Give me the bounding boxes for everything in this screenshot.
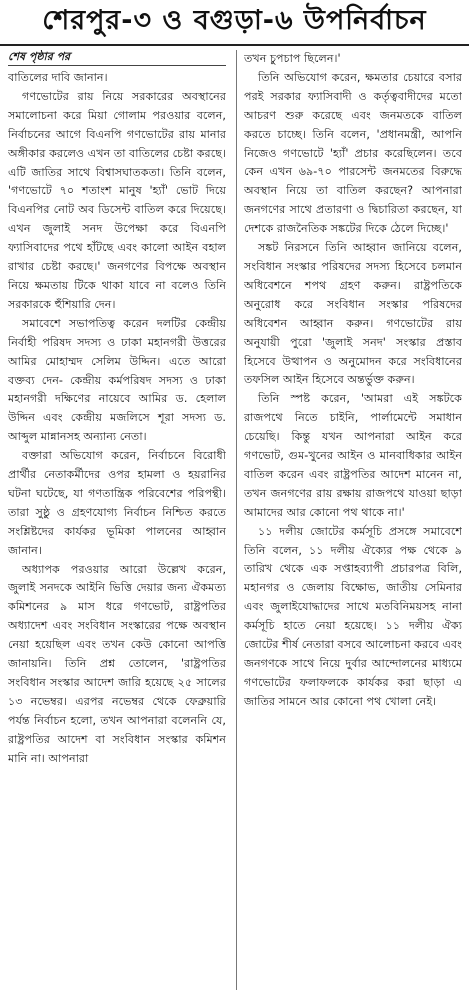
column-divider bbox=[236, 50, 237, 990]
paragraph: সঙ্কট নিরসনে তিনি আহ্বান জানিয়ে বলেন, সংবিধান সংস্কার পরিষদের সদস্য হিসেবে চলমান অধিবেশনে শপথ গ্রহণ করুন। রাষ্ট্রপতিকে অনুরোধ করে সংবিধান সংস্কার পরিষদের অধিবেশন আহ্বান করুন। গণভোটের রায় অনুযায়ী পুরো 'জুলাই সনদ' সংস্কার প্রস্তাব হিসেবে উত্থাপন ও অনুমোদন করে সংবিধানের তফসিল আইন হিসেবে অন্তর্ভুক্ত করুন। bbox=[244, 241, 462, 387]
paragraph: বাতিলের দাবি জানান। bbox=[8, 71, 108, 84]
continuation-label: শেষ পৃষ্ঠার পর bbox=[8, 50, 71, 63]
headline-bar bbox=[0, 0, 469, 46]
right-column bbox=[244, 50, 462, 990]
paragraph: অধ্যাপক পরওয়ার আরো উল্লেখ করেন, জুলাই সনদকে আইনি ভিত্তি দেয়ার জন্য ঐকমত্য কমিশনের ৯ মাস ধরে গণভোট, রাষ্ট্রপতির অধ্যাদেশ এবং সংবিধান সংস্কারের পক্ষে অবস্থান নেয়া হয়েছিল এবং তখন কেউ কোনো আপত্তি জানায়নি। তিনি প্রশ্ন তোলেন, 'রাষ্ট্রপতির সংবিধান সংস্কার আদেশ জারি হয়েছে ২৫ সালের ১৩ নভেম্বর। এরপর নভেম্বর থেকে ফেব্রুয়ারি পর্যন্ত নির্বাচন হলো, তখন আপনারা বলেননি যে, রাষ্ট্রপতির আদেশ বা সংবিধান সংস্কার কমিশন মানি না। আপনারা bbox=[8, 562, 226, 765]
left-column bbox=[8, 50, 226, 990]
paragraph: বক্তারা অভিযোগ করেন, নির্বাচনে বিরোধী প্রার্থীর নেতাকর্মীদের ওপর হামলা ও হয়রানির ঘটনা ঘটেছে, যা গণতান্ত্রিক পরিবেশের পরিপন্থী। তারা সুষ্ঠু ও গ্রহণযোগ্য নির্বাচন নিশ্চিত করতে সংশ্লিষ্টদের কার্যকর ভূমিকা পালনের আহ্বান জানান। bbox=[8, 449, 226, 557]
paragraph: তিনি অভিযোগ করেন, ক্ষমতার চেয়ারে বসার পরই সরকার ফ্যাসিবাদী ও কর্তৃত্ববাদীদের মতো আচরণ শুরু করেছে এবং জনমতকে বাতিল করতে চাচ্ছে। তিনি বলেন, 'প্রধানমন্ত্রী, আপনি নিজেও গণভোটে 'হ্যাঁ' প্রচার করেছিলেন। তবে কেন এখন ৬৯-৭০ পারসেন্ট জনমতের বিরুদ্ধে অবস্থান নিয়ে তা বাতিল করছেন? আপনারা জনগণের সাথে প্রতারণা ও দ্বিচারিতা করছেন, যা দেশকে রাজনৈতিক সঙ্কটের দিকে ঠেলে দিচ্ছে।' bbox=[244, 70, 462, 236]
article-body bbox=[8, 50, 463, 990]
paragraph: ১১ দলীয় জোটের কর্মসূচি প্রসঙ্গে সমাবেশে তিনি বলেন, ১১ দলীয় ঐক্যের পক্ষ থেকে ৯ তারিখ থেকে এক সপ্তাহব্যাপী প্রচারপত্র বিলি, মহানগর ও জেলায় বিক্ষোভ, জাতীয় সেমিনার এবং জুলাইযোদ্ধাদের সাথে মতবিনিময়সহ নানা কর্মসূচি হাতে নেয়া হয়েছে। ১১ দলীয় ঐক্য জোটের শীর্ষ নেতারা বসবে আলোচনা করবে এবং জনগণকে সাথে নিয়ে দুর্বার আন্দোলনের মাধ্যমে গণভোটের ফলাফলকে কার্যকর করা ছাড়া এ জাতির সামনে আর কোনো পথ খোলা নেই। bbox=[244, 524, 462, 708]
paragraph: গণভোটের রায় নিয়ে সরকারের অবস্থানের সমালোচনা করে মিয়া গোলাম পরওয়ার বলেন, নির্বাচনের আগে বিএনপি গণভোটের রায় মানার অঙ্গীকার করলেও এখন তা বাতিলের চেষ্টা করছে। এটি জাতির সাথে বিশ্বাসঘাতকতা। তিনি বলেন, 'গণভোটে ৭০ শতাংশ মানুষ 'হ্যাঁ' ভোট দিয়ে বিএনপির নোট অব ডিসেন্ট বাতিল করে দিয়েছে। এখন জুলাই সনদ উপেক্ষা করে বিএনপি ফ্যাসিবাদের পথে হাঁটছে এবং কালো আইন বহাল রাখার চেষ্টা করছে।' জনগণের বিপক্ষে অবস্থান নিয়ে ক্ষমতায় টিকে থাকা যাবে না বলেও তিনি সরকারকে হুঁশিয়ারি দেন। bbox=[8, 89, 226, 311]
paragraph: সমাবেশে সভাপতিত্ব করেন দলটির কেন্দ্রীয় নির্বাহী পরিষদ সদস্য ও ঢাকা মহানগরী উত্তরের আমির মোহাম্মদ সেলিম উদ্দিন। এতে আরো বক্তব্য দেন- কেন্দ্রীয় কর্মপরিষদ সদস্য ও ঢাকা মহানগরী দক্ষিণের নায়েবে আমির ড. হেলাল উদ্দিন এবং কেন্দ্রীয় মজলিসে শূরা সদস্য ড. আব্দুল মান্নানসহ অন্যান্য নেতা। bbox=[8, 316, 226, 444]
continuation-divider bbox=[8, 65, 226, 66]
article-headline: শেরপুর-৩ ও বগুড়া-৬ উপনির্বাচন bbox=[42, 4, 427, 36]
paragraph: তখন চুপচাপ ছিলেন।' bbox=[244, 52, 341, 65]
paragraph: তিনি স্পষ্ট করেন, 'আমরা এই সঙ্কটকে রাজপথে নিতে চাইনি, পার্লামেন্টে সমাধান চেয়েছি। কিন্তু যখন আপনারা আইন করে গণভোট, গুম-খুনের আইন ও মানবাধিকার আইন বাতিল করেন এবং রাষ্ট্রপতির আদেশ মানেন না, তখন জনগণের রায় রক্ষায় রাজপথে যাওয়া ছাড়া আমাদের আর কোনো পথ থাকে না।' bbox=[244, 392, 462, 519]
